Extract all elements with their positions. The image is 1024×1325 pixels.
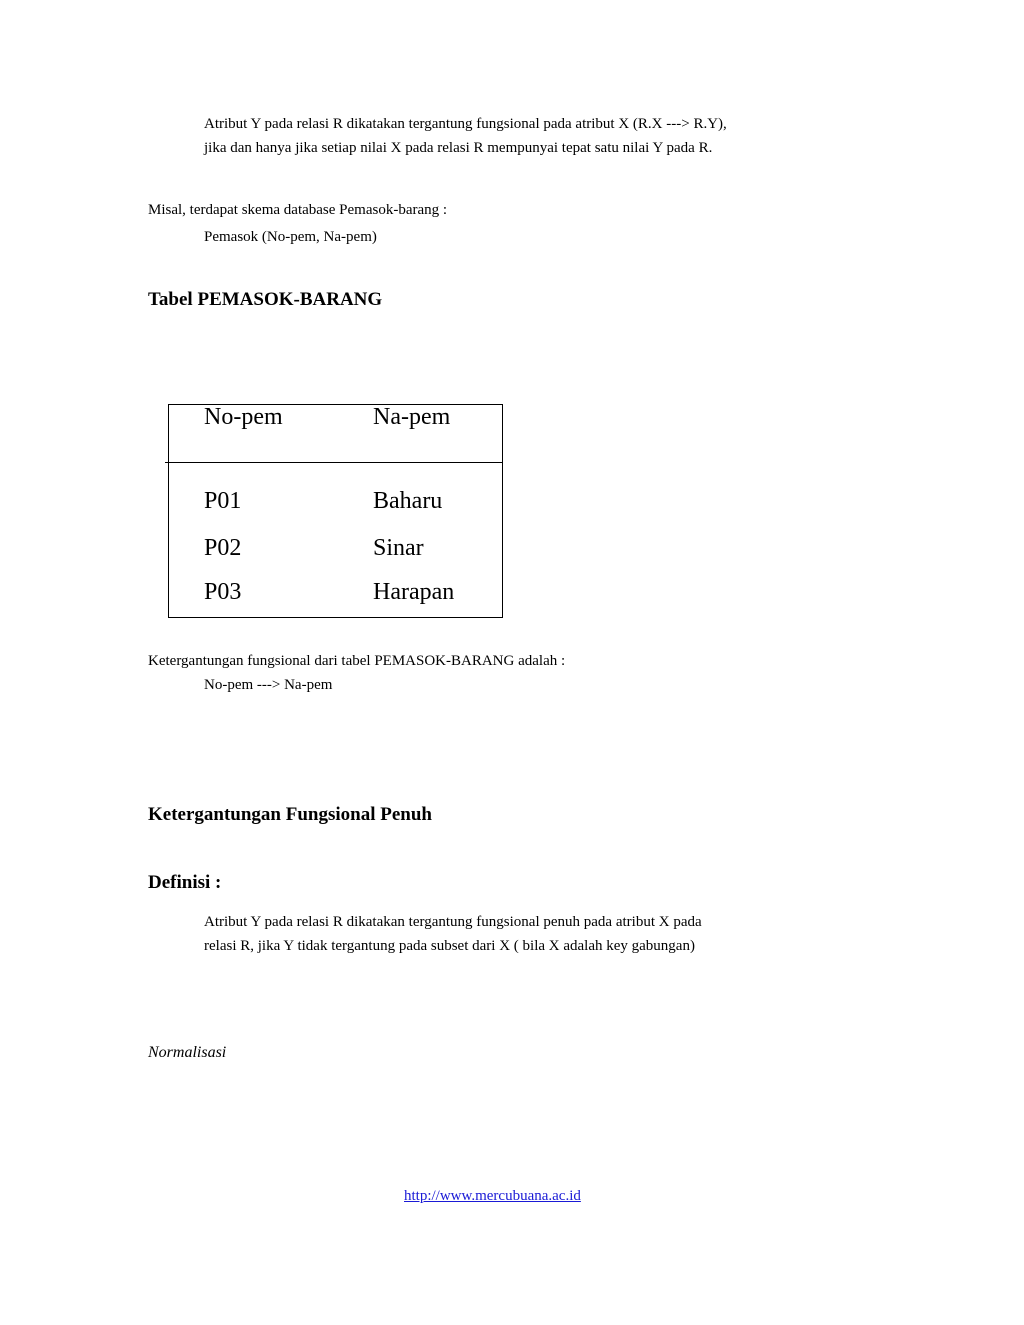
table-cell-no-pem-1: P01 bbox=[204, 488, 242, 514]
table-header-divider bbox=[165, 462, 503, 463]
full-definition-line-2: relasi R, jika Y tidak tergantung pada subset dari X ( bila X adalah key gabungan) bbox=[204, 938, 695, 954]
table-cell-no-pem-2: P02 bbox=[204, 535, 242, 561]
definition-line-2: jika dan hanya jika setiap nilai X pada relasi R mempunyai tepat satu nilai Y pada R. bbox=[204, 140, 713, 156]
dependency-intro: Ketergantungan fungsional dari tabel PEMASOK-BARANG adalah : bbox=[148, 653, 566, 669]
normalisasi-label: Normalisasi bbox=[148, 1044, 227, 1061]
full-definition-line-1: Atribut Y pada relasi R dikatakan tergantung fungsional penuh pada atribut X pada bbox=[204, 914, 702, 930]
dependency-rule: No-pem ---> Na-pem bbox=[204, 677, 333, 693]
example-schema: Pemasok (No-pem, Na-pem) bbox=[204, 229, 377, 245]
definisi-label: Definisi : bbox=[148, 872, 222, 893]
table-cell-no-pem-3: P03 bbox=[204, 579, 242, 605]
footer-website-link[interactable]: http://www.mercubuana.ac.id bbox=[404, 1188, 581, 1204]
table-title: Tabel PEMASOK-BARANG bbox=[148, 289, 383, 310]
table-cell-na-pem-3: Harapan bbox=[373, 579, 455, 605]
table-header-na-pem: Na-pem bbox=[373, 404, 451, 430]
table-cell-na-pem-2: Sinar bbox=[373, 535, 424, 561]
table-header-no-pem: No-pem bbox=[204, 404, 283, 430]
section-heading-full-dependency: Ketergantungan Fungsional Penuh bbox=[148, 804, 432, 825]
definition-line-1: Atribut Y pada relasi R dikatakan tergantung fungsional pada atribut X (R.X ---> R.Y), bbox=[204, 116, 727, 132]
example-intro: Misal, terdapat skema database Pemasok-barang : bbox=[148, 202, 448, 218]
table-cell-na-pem-1: Baharu bbox=[373, 488, 443, 514]
